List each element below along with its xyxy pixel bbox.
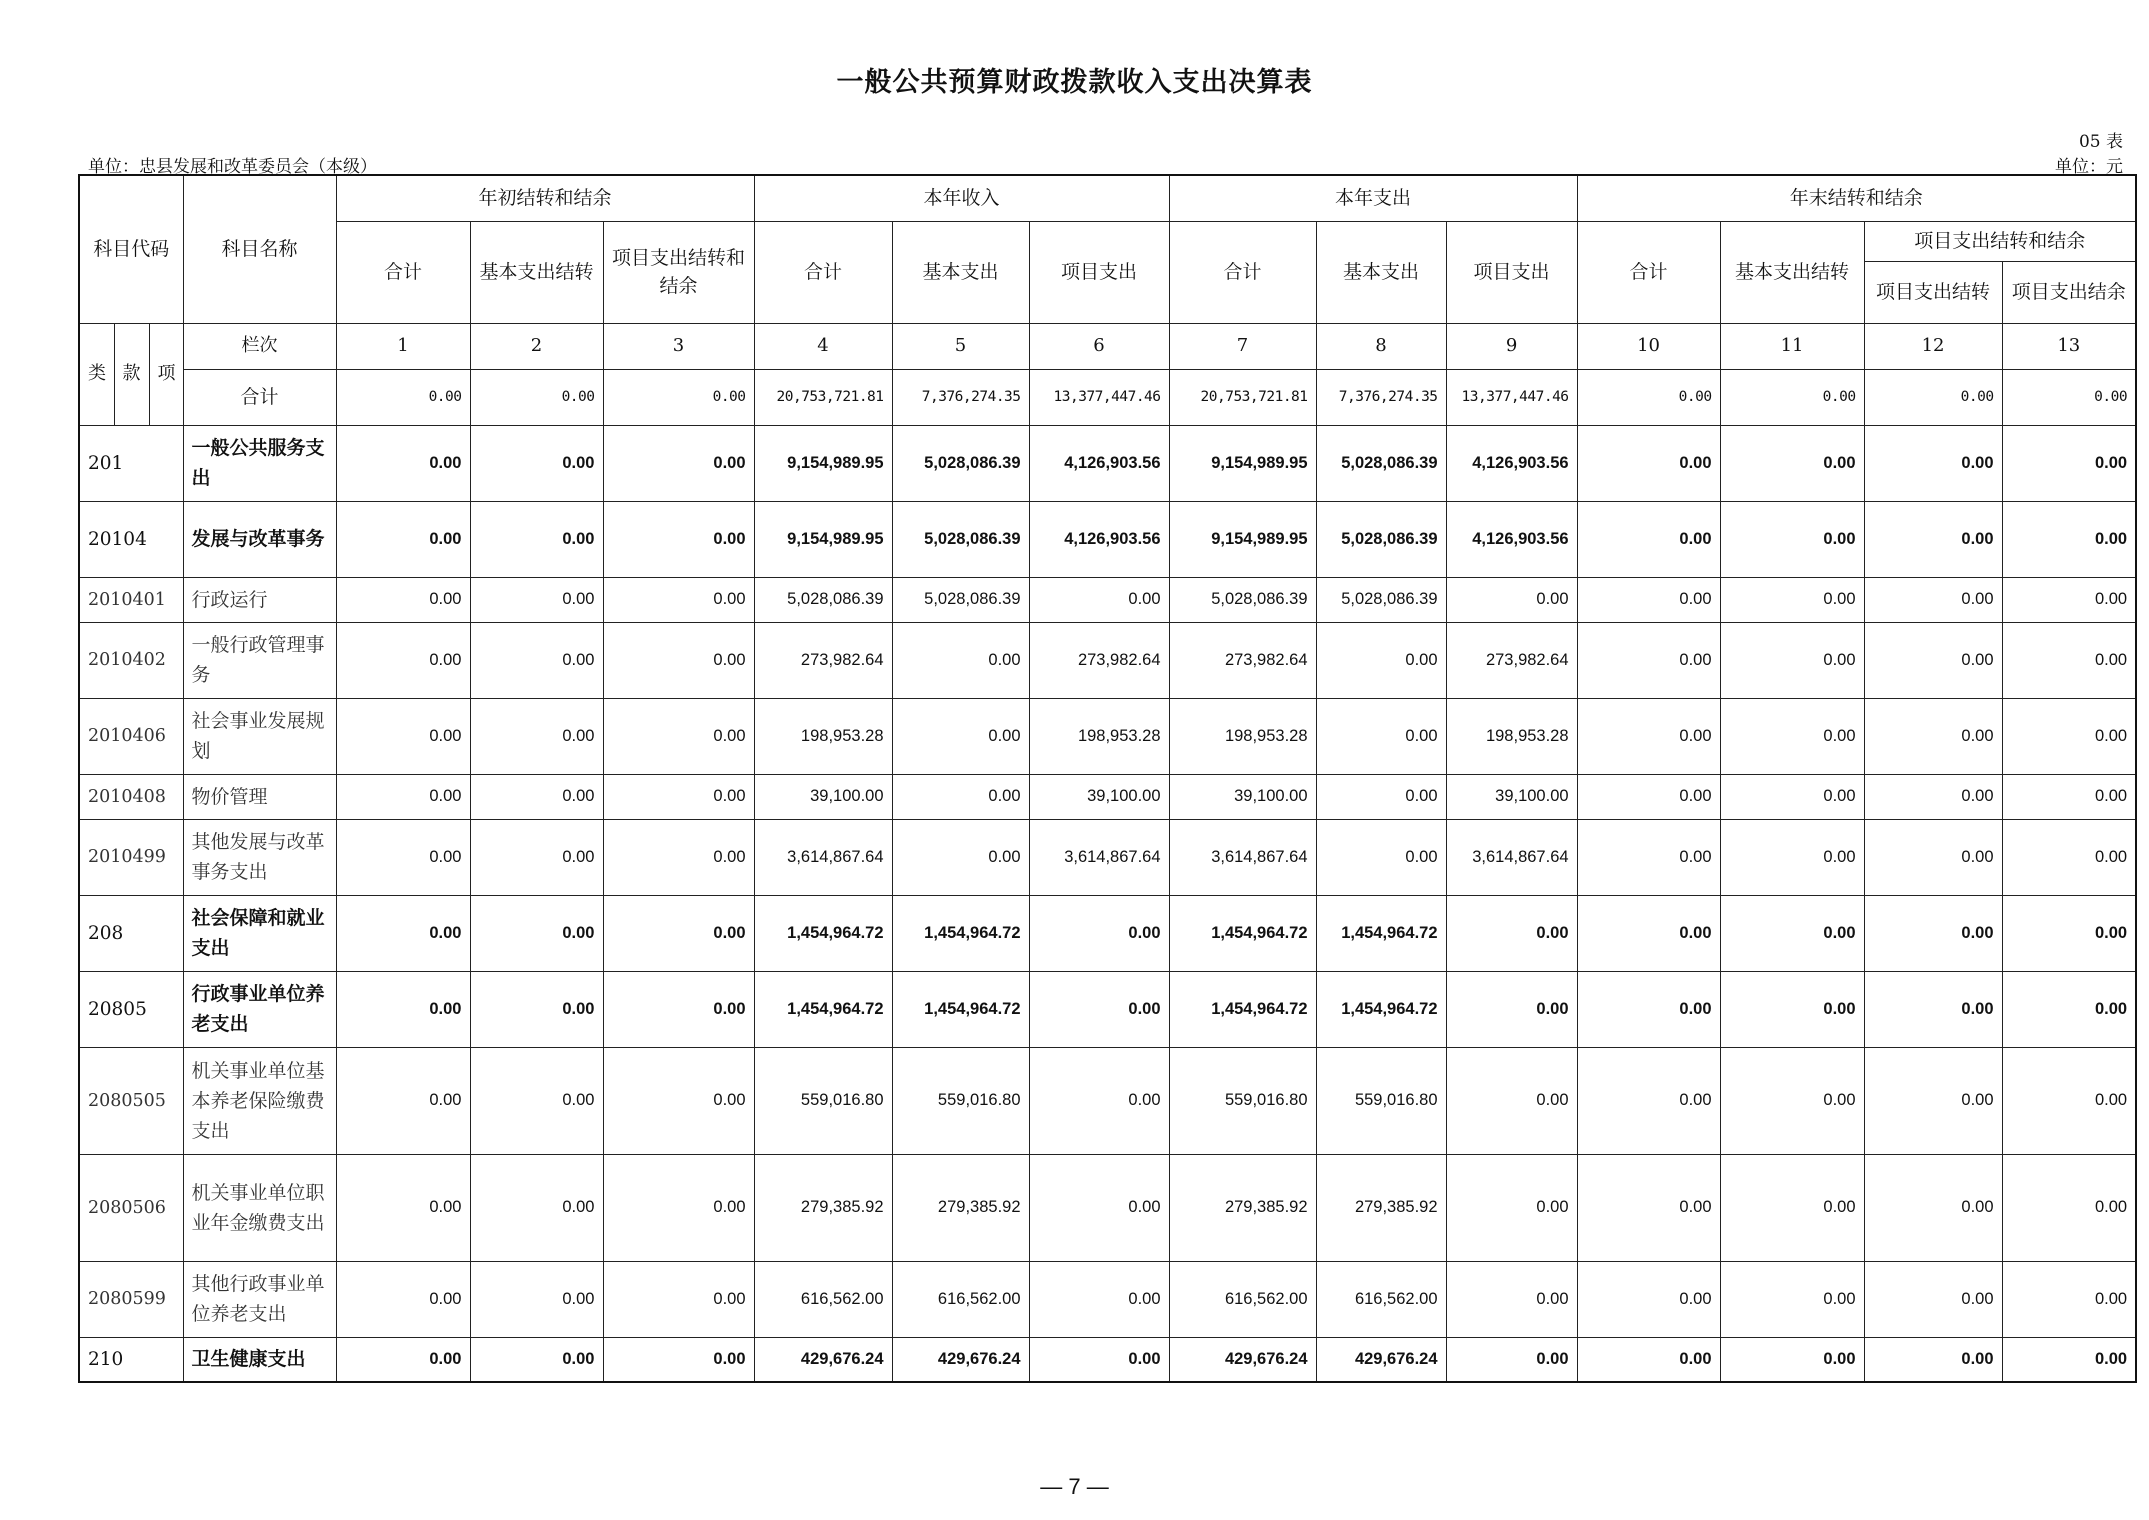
table-row (79, 1337, 2136, 1382)
header-begin-total: 合计 (336, 221, 470, 323)
amount-cell: 0.00 (1864, 698, 2002, 774)
total-cell: 0.00 (336, 369, 470, 425)
amount-cell: 0.00 (1446, 1337, 1577, 1382)
amount-cell: 0.00 (1446, 1154, 1577, 1261)
header-expense-total: 合计 (1169, 221, 1316, 323)
amount-cell: 5,028,086.39 (1316, 501, 1446, 577)
total-label: 合计 (183, 369, 336, 425)
amount-cell: 0.00 (603, 1337, 754, 1382)
amount-cell: 0.00 (470, 1154, 603, 1261)
amount-cell: 0.00 (1720, 971, 1864, 1047)
amount-cell: 1,454,964.72 (1316, 971, 1446, 1047)
col-number: 7 (1169, 323, 1316, 369)
subject-name: 其他发展与改革事务支出 (183, 819, 336, 895)
amount-cell: 5,028,086.39 (754, 577, 892, 622)
amount-cell: 0.00 (603, 577, 754, 622)
amount-cell: 0.00 (1029, 1154, 1169, 1261)
amount-cell: 198,953.28 (754, 698, 892, 774)
amount-cell: 4,126,903.56 (1029, 425, 1169, 501)
amount-cell: 0.00 (1577, 1154, 1720, 1261)
amount-cell: 0.00 (1720, 774, 1864, 819)
amount-cell: 559,016.80 (1169, 1047, 1316, 1154)
amount-cell: 1,454,964.72 (1169, 971, 1316, 1047)
amount-cell: 0.00 (336, 895, 470, 971)
amount-cell: 5,028,086.39 (1316, 577, 1446, 622)
header-begin-project: 项目支出结转和结余 (603, 221, 754, 323)
amount-cell: 0.00 (470, 622, 603, 698)
amount-cell: 3,614,867.64 (1446, 819, 1577, 895)
total-cell: 13,377,447.46 (1446, 369, 1577, 425)
amount-cell: 9,154,989.95 (1169, 501, 1316, 577)
amount-cell: 0.00 (1029, 1261, 1169, 1337)
col-number: 2 (470, 323, 603, 369)
header-end-project-carry: 项目支出结转 (1864, 261, 2002, 323)
amount-cell: 3,614,867.64 (1029, 819, 1169, 895)
amount-cell: 273,982.64 (1029, 622, 1169, 698)
amount-cell: 0.00 (336, 501, 470, 577)
amount-cell: 273,982.64 (1446, 622, 1577, 698)
amount-cell: 0.00 (1577, 819, 1720, 895)
col-number: 10 (1577, 323, 1720, 369)
amount-cell: 0.00 (1577, 1261, 1720, 1337)
amount-cell: 1,454,964.72 (754, 971, 892, 1047)
header-income-basic: 基本支出 (892, 221, 1029, 323)
table-row (79, 1154, 2136, 1261)
total-cell: 0.00 (1577, 369, 1720, 425)
total-cell: 13,377,447.46 (1029, 369, 1169, 425)
amount-cell: 0.00 (892, 819, 1029, 895)
form-number: 05 表 (2078, 132, 2123, 152)
page-title: 一般公共预算财政拨款收入支出决算表 (836, 67, 1313, 98)
amount-cell: 4,126,903.56 (1029, 501, 1169, 577)
total-cell: 0.00 (603, 369, 754, 425)
table-row (79, 425, 2136, 501)
amount-cell: 273,982.64 (1169, 622, 1316, 698)
subject-name: 行政运行 (183, 577, 336, 622)
amount-cell: 0.00 (1720, 1154, 1864, 1261)
header-end-total: 合计 (1577, 221, 1720, 323)
amount-cell: 1,454,964.72 (1316, 895, 1446, 971)
amount-cell: 198,953.28 (1446, 698, 1577, 774)
col-number: 1 (336, 323, 470, 369)
amount-cell: 0.00 (1577, 425, 1720, 501)
amount-cell: 429,676.24 (754, 1337, 892, 1382)
amount-cell: 0.00 (336, 1337, 470, 1382)
header-end-basic: 基本支出结转 (1720, 221, 1864, 323)
amount-cell: 0.00 (603, 895, 754, 971)
amount-cell: 0.00 (336, 425, 470, 501)
header-expense-project: 项目支出 (1446, 221, 1577, 323)
amount-cell: 0.00 (1864, 1261, 2002, 1337)
total-cell: 0.00 (1864, 369, 2002, 425)
amount-cell: 0.00 (1029, 577, 1169, 622)
amount-cell: 0.00 (2002, 1154, 2136, 1261)
amount-cell: 1,454,964.72 (892, 971, 1029, 1047)
amount-cell: 559,016.80 (754, 1047, 892, 1154)
amount-cell: 0.00 (1316, 622, 1446, 698)
amount-cell: 0.00 (1577, 577, 1720, 622)
amount-cell: 0.00 (336, 1261, 470, 1337)
col-number: 11 (1720, 323, 1864, 369)
table-row (79, 622, 2136, 698)
subject-code: 2080506 (79, 1154, 183, 1261)
amount-cell: 0.00 (470, 425, 603, 501)
table-row (79, 819, 2136, 895)
amount-cell: 0.00 (1864, 577, 2002, 622)
amount-cell: 39,100.00 (754, 774, 892, 819)
col-number: 5 (892, 323, 1029, 369)
amount-cell: 0.00 (470, 971, 603, 1047)
amount-cell: 559,016.80 (892, 1047, 1029, 1154)
amount-cell: 1,454,964.72 (892, 895, 1029, 971)
table-row (79, 698, 2136, 774)
amount-cell: 0.00 (603, 774, 754, 819)
subject-code: 2010401 (79, 577, 183, 622)
amount-cell: 0.00 (2002, 577, 2136, 622)
amount-cell: 0.00 (603, 819, 754, 895)
amount-cell: 0.00 (470, 1047, 603, 1154)
subject-code: 208 (79, 895, 183, 971)
amount-cell: 0.00 (1864, 1154, 2002, 1261)
subject-name: 物价管理 (183, 774, 336, 819)
amount-cell: 0.00 (1720, 1261, 1864, 1337)
header-subject-code: 科目代码 (79, 175, 183, 323)
amount-cell: 0.00 (1864, 425, 2002, 501)
header-income-total: 合计 (754, 221, 892, 323)
amount-cell: 0.00 (336, 698, 470, 774)
amount-cell: 0.00 (603, 622, 754, 698)
amount-cell: 4,126,903.56 (1446, 501, 1577, 577)
amount-cell: 0.00 (336, 971, 470, 1047)
amount-cell: 0.00 (1864, 895, 2002, 971)
amount-cell: 279,385.92 (1316, 1154, 1446, 1261)
subject-code: 210 (79, 1337, 183, 1382)
subject-name: 发展与改革事务 (183, 501, 336, 577)
amount-cell: 9,154,989.95 (754, 425, 892, 501)
amount-cell: 0.00 (1720, 425, 1864, 501)
amount-cell: 39,100.00 (1446, 774, 1577, 819)
col-number: 13 (2002, 323, 2136, 369)
amount-cell: 0.00 (1720, 819, 1864, 895)
amount-cell: 0.00 (1577, 501, 1720, 577)
amount-cell: 0.00 (470, 819, 603, 895)
subject-code: 2010402 (79, 622, 183, 698)
amount-cell: 616,562.00 (1316, 1261, 1446, 1337)
amount-cell: 5,028,086.39 (892, 425, 1029, 501)
header-group-expense: 本年支出 (1169, 175, 1577, 221)
amount-cell: 0.00 (470, 1261, 603, 1337)
amount-cell: 0.00 (892, 622, 1029, 698)
budget-table (78, 174, 2137, 1383)
header-begin-basic: 基本支出结转 (470, 221, 603, 323)
col-number: 6 (1029, 323, 1169, 369)
amount-cell: 0.00 (1720, 577, 1864, 622)
amount-cell: 0.00 (1720, 1337, 1864, 1382)
amount-cell: 0.00 (1720, 1047, 1864, 1154)
amount-cell: 0.00 (336, 577, 470, 622)
amount-cell: 0.00 (1446, 1047, 1577, 1154)
amount-cell: 429,676.24 (1169, 1337, 1316, 1382)
header-end-project-group: 项目支出结转和结余 (1864, 221, 2136, 261)
amount-cell: 0.00 (2002, 501, 2136, 577)
amount-cell: 0.00 (470, 774, 603, 819)
table-row (79, 1261, 2136, 1337)
amount-cell: 0.00 (336, 622, 470, 698)
col-number: 8 (1316, 323, 1446, 369)
amount-cell: 279,385.92 (892, 1154, 1029, 1261)
amount-cell: 0.00 (2002, 1337, 2136, 1382)
amount-cell: 0.00 (1316, 774, 1446, 819)
unit-organization: 单位：忠县发展和改革委员会（本级） (88, 157, 377, 177)
amount-cell: 0.00 (1577, 1047, 1720, 1154)
amount-cell: 616,562.00 (1169, 1261, 1316, 1337)
amount-cell: 0.00 (603, 1047, 754, 1154)
col-number: 4 (754, 323, 892, 369)
amount-cell: 0.00 (1577, 895, 1720, 971)
amount-cell: 0.00 (603, 501, 754, 577)
header-lei: 类 (79, 323, 114, 425)
amount-cell: 279,385.92 (1169, 1154, 1316, 1261)
header-subject-name: 科目名称 (183, 175, 336, 323)
table-row (79, 501, 2136, 577)
amount-cell: 0.00 (470, 1337, 603, 1382)
total-cell: 7,376,274.35 (892, 369, 1029, 425)
subject-code: 2080599 (79, 1261, 183, 1337)
header-end-project-balance: 项目支出结余 (2002, 261, 2136, 323)
amount-cell: 0.00 (1720, 895, 1864, 971)
header-group-income: 本年收入 (754, 175, 1169, 221)
total-cell: 20,753,721.81 (1169, 369, 1316, 425)
header-lanci: 栏次 (183, 323, 336, 369)
amount-cell: 0.00 (1446, 895, 1577, 971)
amount-cell: 0.00 (470, 501, 603, 577)
subject-name: 机关事业单位职业年金缴费支出 (183, 1154, 336, 1261)
amount-cell: 0.00 (1446, 577, 1577, 622)
subject-name: 行政事业单位养老支出 (183, 971, 336, 1047)
amount-cell: 5,028,086.39 (1169, 577, 1316, 622)
subject-code: 20805 (79, 971, 183, 1047)
amount-cell: 0.00 (336, 1047, 470, 1154)
table-row (79, 971, 2136, 1047)
amount-cell: 0.00 (1720, 501, 1864, 577)
amount-cell: 3,614,867.64 (1169, 819, 1316, 895)
amount-cell: 0.00 (470, 577, 603, 622)
amount-cell: 0.00 (892, 774, 1029, 819)
data-rows (79, 425, 2136, 1382)
amount-cell: 9,154,989.95 (754, 501, 892, 577)
amount-cell: 3,614,867.64 (754, 819, 892, 895)
table-row (79, 774, 2136, 819)
amount-cell: 0.00 (1864, 819, 2002, 895)
amount-cell: 0.00 (2002, 971, 2136, 1047)
amount-cell: 0.00 (2002, 698, 2136, 774)
amount-cell: 0.00 (603, 425, 754, 501)
header-group-begin: 年初结转和结余 (336, 175, 754, 221)
amount-cell: 0.00 (1446, 1261, 1577, 1337)
amount-cell: 0.00 (1864, 622, 2002, 698)
subject-code: 20104 (79, 501, 183, 577)
header-expense-basic: 基本支出 (1316, 221, 1446, 323)
table-row (79, 895, 2136, 971)
amount-cell: 0.00 (2002, 1261, 2136, 1337)
header-kuan: 款 (114, 323, 149, 425)
subject-name: 其他行政事业单位养老支出 (183, 1261, 336, 1337)
amount-cell: 559,016.80 (1316, 1047, 1446, 1154)
amount-cell: 0.00 (1577, 698, 1720, 774)
table-row (79, 577, 2136, 622)
total-cell: 0.00 (1720, 369, 1864, 425)
subject-code: 201 (79, 425, 183, 501)
amount-cell: 0.00 (603, 971, 754, 1047)
amount-cell: 0.00 (1577, 1337, 1720, 1382)
amount-cell: 0.00 (1029, 1337, 1169, 1382)
amount-cell: 0.00 (1864, 501, 2002, 577)
amount-cell: 0.00 (336, 774, 470, 819)
amount-cell: 0.00 (1446, 971, 1577, 1047)
subject-name: 社会事业发展规划 (183, 698, 336, 774)
amount-cell: 0.00 (2002, 425, 2136, 501)
header-group-end: 年末结转和结余 (1577, 175, 2136, 221)
page-number: — 7 — (1040, 1474, 1109, 1499)
amount-cell: 0.00 (470, 895, 603, 971)
amount-cell: 1,454,964.72 (754, 895, 892, 971)
amount-cell: 9,154,989.95 (1169, 425, 1316, 501)
total-cell: 7,376,274.35 (1316, 369, 1446, 425)
amount-cell: 5,028,086.39 (892, 501, 1029, 577)
total-row (79, 369, 2136, 425)
amount-cell: 0.00 (1864, 774, 2002, 819)
subject-name: 一般公共服务支出 (183, 425, 336, 501)
subject-name: 社会保障和就业支出 (183, 895, 336, 971)
subject-code: 2010406 (79, 698, 183, 774)
amount-cell: 273,982.64 (754, 622, 892, 698)
subject-code: 2080505 (79, 1047, 183, 1154)
col-number: 9 (1446, 323, 1577, 369)
amount-cell: 0.00 (1577, 774, 1720, 819)
amount-cell: 0.00 (2002, 1047, 2136, 1154)
amount-cell: 0.00 (603, 698, 754, 774)
subject-code: 2010408 (79, 774, 183, 819)
amount-cell: 0.00 (1864, 1337, 2002, 1382)
subject-name: 机关事业单位基本养老保险缴费支出 (183, 1047, 336, 1154)
table-row (79, 1047, 2136, 1154)
amount-cell: 0.00 (1316, 819, 1446, 895)
amount-cell: 5,028,086.39 (892, 577, 1029, 622)
amount-cell: 616,562.00 (892, 1261, 1029, 1337)
amount-cell: 0.00 (1316, 698, 1446, 774)
amount-cell: 0.00 (2002, 622, 2136, 698)
total-cell: 0.00 (470, 369, 603, 425)
amount-cell: 198,953.28 (1029, 698, 1169, 774)
amount-cell: 0.00 (336, 819, 470, 895)
total-cell: 20,753,721.81 (754, 369, 892, 425)
amount-cell: 1,454,964.72 (1169, 895, 1316, 971)
amount-cell: 5,028,086.39 (1316, 425, 1446, 501)
unit-currency: 单位：元 (2055, 157, 2123, 177)
subject-name: 一般行政管理事务 (183, 622, 336, 698)
amount-cell: 279,385.92 (754, 1154, 892, 1261)
header-xiang: 项 (149, 323, 183, 425)
amount-cell: 616,562.00 (754, 1261, 892, 1337)
amount-cell: 0.00 (2002, 774, 2136, 819)
amount-cell: 0.00 (1577, 622, 1720, 698)
subject-code: 2010499 (79, 819, 183, 895)
col-number: 3 (603, 323, 754, 369)
header-income-project: 项目支出 (1029, 221, 1169, 323)
amount-cell: 0.00 (1720, 698, 1864, 774)
amount-cell: 4,126,903.56 (1446, 425, 1577, 501)
amount-cell: 0.00 (603, 1261, 754, 1337)
amount-cell: 0.00 (892, 698, 1029, 774)
amount-cell: 0.00 (1864, 1047, 2002, 1154)
amount-cell: 39,100.00 (1169, 774, 1316, 819)
amount-cell: 0.00 (2002, 819, 2136, 895)
amount-cell: 0.00 (1720, 622, 1864, 698)
amount-cell: 0.00 (1029, 1047, 1169, 1154)
col-number: 12 (1864, 323, 2002, 369)
amount-cell: 429,676.24 (892, 1337, 1029, 1382)
amount-cell: 0.00 (1577, 971, 1720, 1047)
amount-cell: 0.00 (2002, 895, 2136, 971)
amount-cell: 39,100.00 (1029, 774, 1169, 819)
amount-cell: 0.00 (336, 1154, 470, 1261)
amount-cell: 0.00 (1029, 971, 1169, 1047)
amount-cell: 0.00 (603, 1154, 754, 1261)
amount-cell: 0.00 (1029, 895, 1169, 971)
amount-cell: 429,676.24 (1316, 1337, 1446, 1382)
total-cell: 0.00 (2002, 369, 2136, 425)
amount-cell: 0.00 (470, 698, 603, 774)
amount-cell: 198,953.28 (1169, 698, 1316, 774)
subject-name: 卫生健康支出 (183, 1337, 336, 1382)
amount-cell: 0.00 (1864, 971, 2002, 1047)
